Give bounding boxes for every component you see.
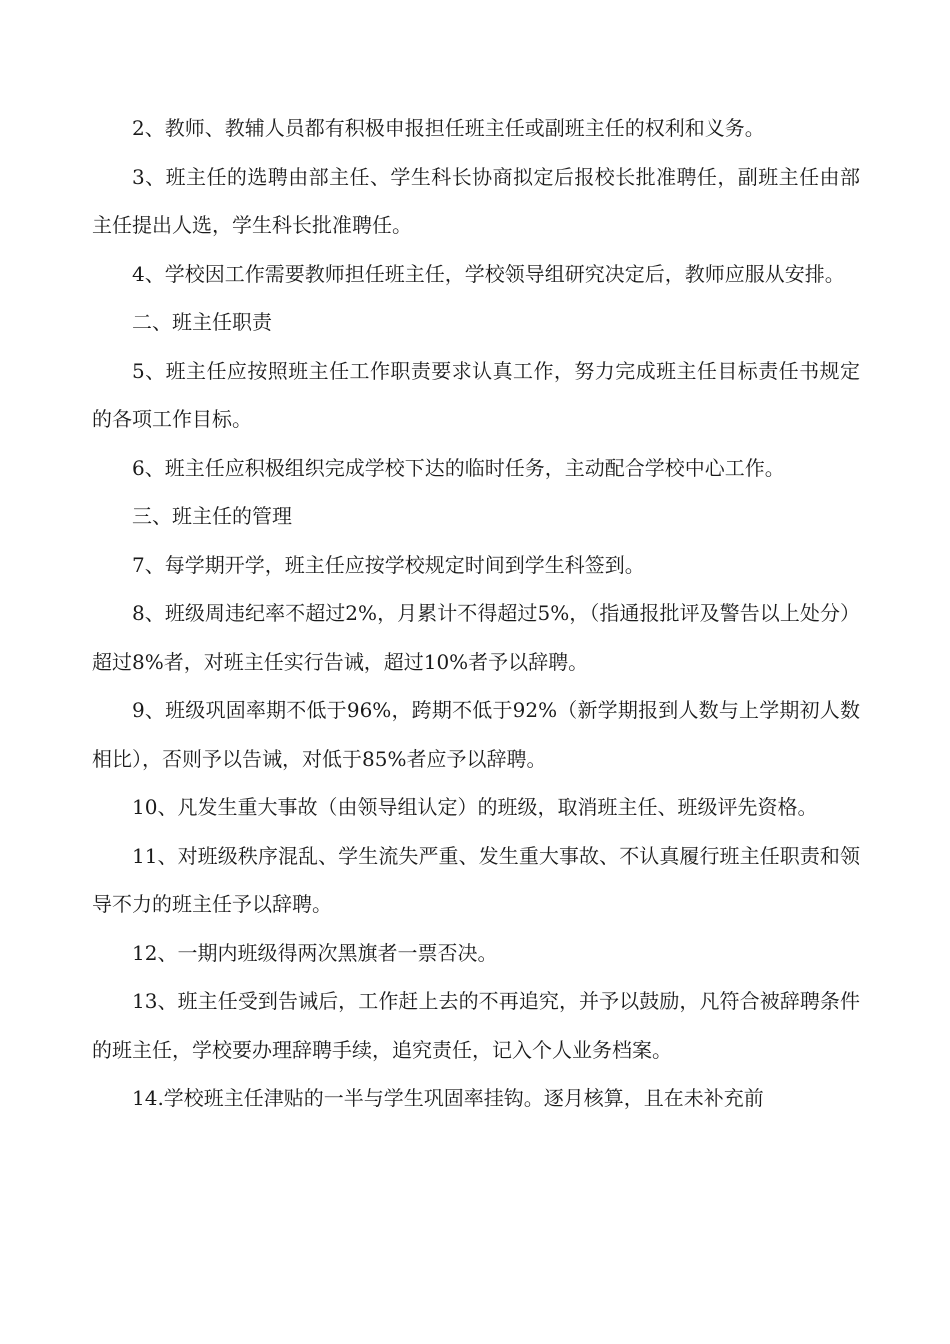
paragraph-10: 10、凡发生重大事故（由领导组认定）的班级，取消班主任、班级评先资格。 [132,795,818,819]
paragraph-2: 2、教师、教辅人员都有积极申报担任班主任或副班主任的权利和义务。 [132,116,765,140]
paragraph-9: 9、班级巩固率期不低于96%，跨期不低于92%（新学期报到人数与上学期初人数相比），否则予以告诫，对低于85%者应予以辞聘。 [92,698,860,771]
paragraph-11: 11、对班级秩序混乱、学生流失严重、发生重大事故、不认真履行班主任职责和领导不力的班主任予以辞聘。 [92,843,860,916]
document-body [92,104,860,1123]
section-heading-management: 三、班主任的管理 [132,504,292,528]
section-heading-duties: 二、班主任职责 [132,310,272,334]
paragraph-4: 4、学校因工作需要教师担任班主任，学校领导组研究决定后，教师应服从安排。 [132,261,845,286]
paragraph-5: 5、班主任应按照班主任工作职责要求认真工作，努力完成班主任目标责任书规定的各项工作目标。 [92,358,860,431]
paragraph-8: 8、班级周违纪率不超过2%，月累计不得超过5%，（指通报批评及警告以上处分）超过8%者，对班主任实行告诫，超过10%者予以辞聘。 [92,601,860,674]
paragraph-7: 7、每学期开学，班主任应按学校规定时间到学生科签到。 [132,552,645,577]
paragraph-3: 3、班主任的选聘由部主任、学生科长协商拟定后报校长批准聘任，副班主任由部主任提出人选，学生科长批准聘任。 [92,164,860,237]
paragraph-14: 14.学校班主任津贴的一半与学生巩固率挂钩。逐月核算，且在未补充前 [132,1086,764,1110]
paragraph-6: 6、班主任应积极组织完成学校下达的临时任务，主动配合学校中心工作。 [132,455,785,480]
paragraph-13: 13、班主任受到告诫后，工作赶上去的不再追究，并予以鼓励，凡符合被辞聘条件的班主任，学校要办理辞聘手续，追究责任，记入个人业务档案。 [92,989,860,1062]
paragraph-12: 12、一期内班级得两次黑旗者一票否决。 [132,940,498,965]
